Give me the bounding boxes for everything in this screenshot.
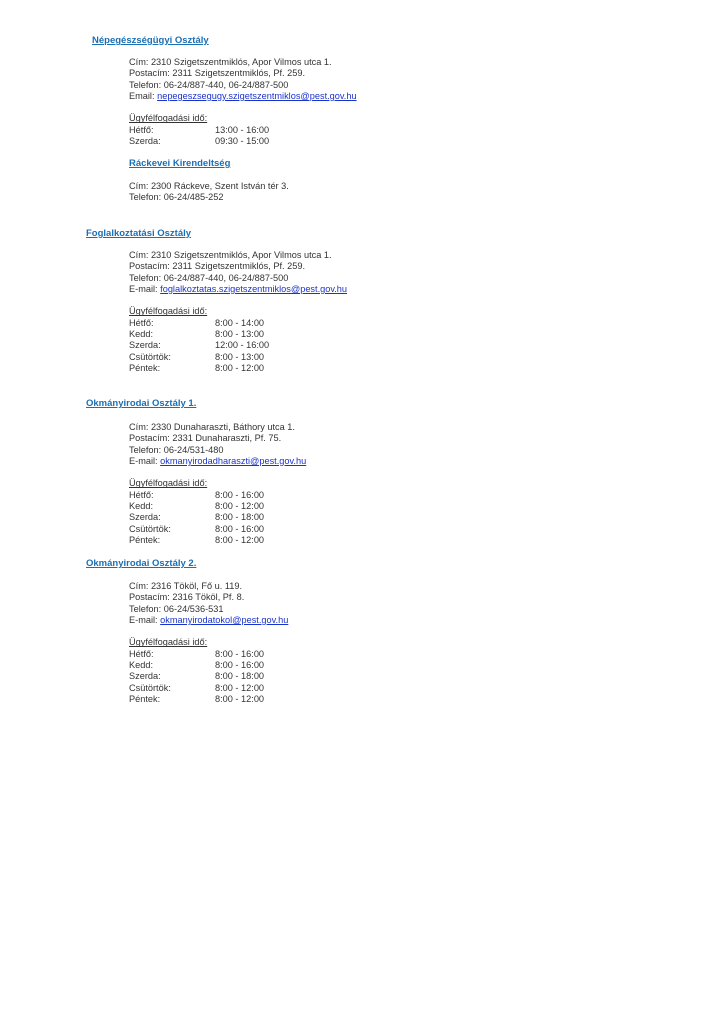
section-heading[interactable]: Foglalkoztatási Osztály xyxy=(86,228,192,239)
subsection-contact-block xyxy=(129,181,289,204)
hours-time: 12:00 - 16:00 xyxy=(215,340,270,351)
email-label: E-mail: xyxy=(129,283,158,294)
hours-day: Szerda: xyxy=(129,671,161,682)
hours-day: Hétfő: xyxy=(129,489,154,500)
hours-title: Ügyfélfogadási idő: xyxy=(129,637,208,648)
hours-row xyxy=(129,683,288,694)
contact-block xyxy=(129,422,306,546)
phone-line: Telefon: 06-24/887-440, 06-24/887-500 xyxy=(129,272,289,283)
hours-time: 8:00 - 18:00 xyxy=(215,671,265,682)
email-line xyxy=(129,615,288,626)
hours-time: 8:00 - 16:00 xyxy=(215,660,265,671)
address-line: Cím: 2330 Dunaharaszti, Báthory utca 1. xyxy=(129,422,295,432)
hours-title: Ügyfélfogadási idő: xyxy=(129,478,208,489)
hours-row xyxy=(129,535,306,546)
postal-line: Postacím: 2311 Szigetszentmiklós, Pf. 259. xyxy=(129,68,306,79)
email-link[interactable]: okmanyirodadharaszti@pest.gov.hu xyxy=(160,455,307,466)
hours-row xyxy=(129,318,347,329)
phone-line: Telefon: 06-24/485-252 xyxy=(129,192,224,203)
section-heading[interactable]: Okmányirodai Osztály 2. xyxy=(86,558,197,569)
hours-row xyxy=(129,694,288,705)
email-label: E-mail: xyxy=(129,455,158,466)
hours-time: 8:00 - 13:00 xyxy=(215,329,265,340)
hours-row xyxy=(129,363,347,374)
contact-block xyxy=(129,57,357,147)
hours-time: 8:00 - 12:00 xyxy=(215,534,265,545)
address-line: Cím: 2310 Szigetszentmiklós, Apor Vilmos utca 1. xyxy=(129,250,332,260)
hours-title: Ügyfélfogadási idő: xyxy=(129,306,208,317)
email-link[interactable]: foglalkoztatas.szigetszentmiklos@pest.gov.hu xyxy=(160,283,348,294)
address-line: Cím: 2300 Ráckeve, Szent István tér 3. xyxy=(129,181,289,191)
hours-row xyxy=(129,352,347,363)
hours-row xyxy=(129,490,306,501)
hours-row xyxy=(129,340,347,351)
hours-day: Csütörtök: xyxy=(129,523,171,534)
hours-row xyxy=(129,329,347,340)
hours-time: 8:00 - 16:00 xyxy=(215,648,265,659)
hours-time: 8:00 - 12:00 xyxy=(215,362,265,373)
email-line xyxy=(129,456,306,467)
hours-day: Kedd: xyxy=(129,501,154,512)
hours-row xyxy=(129,660,288,671)
hours-row xyxy=(129,501,306,512)
phone-line: Telefon: 06-24/531-480 xyxy=(129,444,224,455)
postal-line: Postacím: 2331 Dunaharaszti, Pf. 75. xyxy=(129,433,282,444)
hours-day: Csütörtök: xyxy=(129,351,171,362)
hours-time: 09:30 - 15:00 xyxy=(215,136,270,147)
section-heading[interactable]: Népegészségügyi Osztály xyxy=(92,35,209,46)
address-line: Cím: 2316 Tököl, Fő u. 119. xyxy=(129,581,243,591)
postal-line: Postacím: 2311 Szigetszentmiklós, Pf. 259. xyxy=(129,261,306,272)
phone-line: Telefon: 06-24/887-440, 06-24/887-500 xyxy=(129,79,289,90)
hours-day: Hétfő: xyxy=(129,648,154,659)
email-link[interactable]: nepegeszsegugy.szigetszentmiklos@pest.gov.hu xyxy=(157,90,357,101)
hours-day: Péntek: xyxy=(129,534,161,545)
hours-day: Péntek: xyxy=(129,362,161,373)
hours-day: Péntek: xyxy=(129,693,161,704)
section-heading[interactable]: Okmányirodai Osztály 1. xyxy=(86,398,197,409)
hours-day: Hétfő: xyxy=(129,124,154,135)
hours-title: Ügyfélfogadási idő: xyxy=(129,113,208,124)
email-label: Email: xyxy=(129,90,155,101)
hours-time: 8:00 - 16:00 xyxy=(215,523,265,534)
email-link[interactable]: okmanyirodatokol@pest.gov.hu xyxy=(160,614,289,625)
hours-day: Szerda: xyxy=(129,136,161,147)
hours-row xyxy=(129,125,357,136)
hours-row xyxy=(129,512,306,523)
contact-block xyxy=(129,250,347,374)
hours-time: 8:00 - 12:00 xyxy=(215,501,265,512)
hours-day: Kedd: xyxy=(129,660,154,671)
hours-time: 8:00 - 12:00 xyxy=(215,693,265,704)
hours-time: 13:00 - 16:00 xyxy=(215,124,270,135)
email-label: E-mail: xyxy=(129,614,158,625)
hours-time: 8:00 - 18:00 xyxy=(215,512,265,523)
hours-row xyxy=(129,671,288,682)
address-line: Cím: 2310 Szigetszentmiklós, Apor Vilmos utca 1. xyxy=(129,57,332,67)
phone-line: Telefon: 06-24/536-531 xyxy=(129,603,224,614)
hours-day: Hétfő: xyxy=(129,317,154,328)
email-line xyxy=(129,91,357,102)
hours-time: 8:00 - 14:00 xyxy=(215,317,265,328)
hours-day: Csütörtök: xyxy=(129,682,171,693)
hours-time: 8:00 - 12:00 xyxy=(215,682,265,693)
hours-time: 8:00 - 13:00 xyxy=(215,351,265,362)
hours-day: Szerda: xyxy=(129,512,161,523)
hours-row xyxy=(129,136,357,147)
hours-time: 8:00 - 16:00 xyxy=(215,489,265,500)
hours-row xyxy=(129,524,306,535)
hours-row xyxy=(129,649,288,660)
hours-day: Kedd: xyxy=(129,329,154,340)
subsection-heading[interactable]: Ráckevei Kirendeltség xyxy=(129,158,231,169)
email-line xyxy=(129,284,347,295)
contact-block xyxy=(129,581,288,705)
postal-line: Postacím: 2316 Tököl, Pf. 8. xyxy=(129,592,245,603)
hours-day: Szerda: xyxy=(129,340,161,351)
